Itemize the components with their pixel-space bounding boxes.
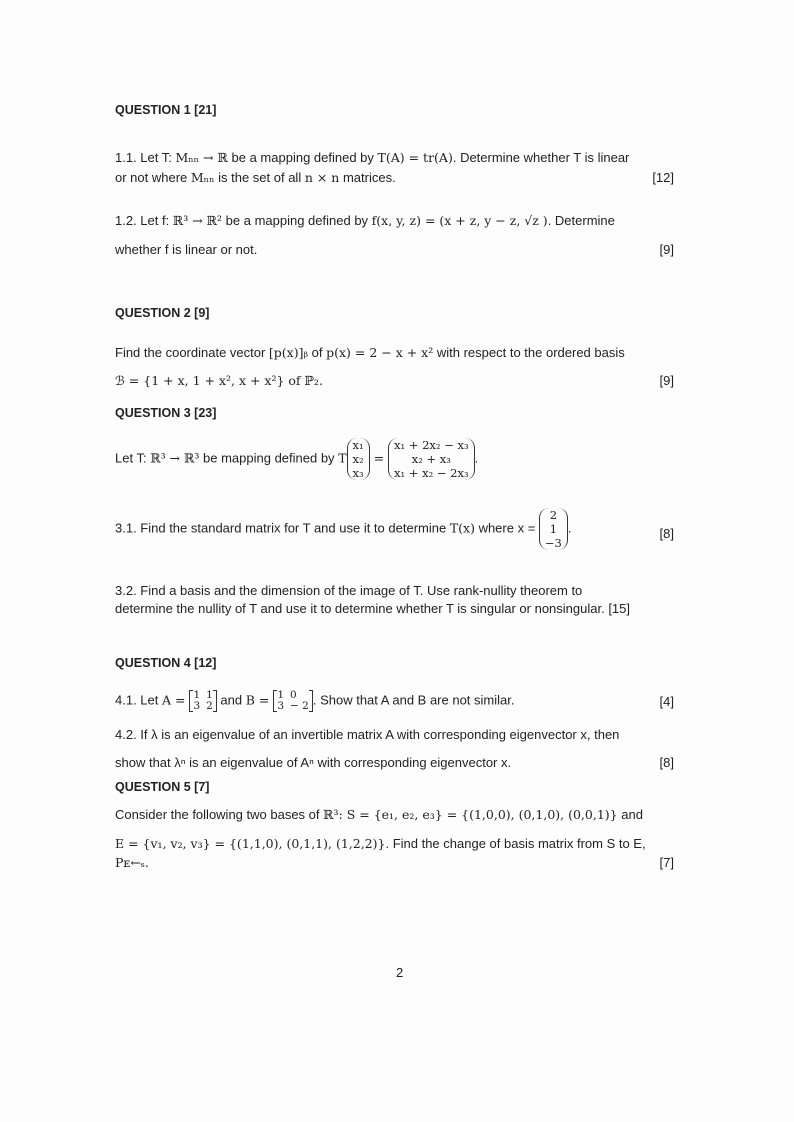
q1-1-line2: or not where Mₙₙ is the set of all n × n matrices.: [115, 170, 396, 185]
q1-2-line2: whether f is linear or not.: [115, 242, 258, 257]
q3-intro: Let T: ℝ³ → ℝ³ be mapping defined by T x₁ x₂ x₃ = x₁ + 2x₂ − x₃ x₂ + x₃ x₁ + x₂ − 2x₃ .: [115, 438, 479, 480]
q1-1-line1: 1.1. Let T: Mₙₙ → ℝ be a mapping defined by T(A) = tr(A). Determine whether T is linear: [115, 150, 630, 165]
q3-1-marks: [8]: [659, 526, 674, 541]
q5-line3: Pᴇ←ₛ.: [115, 855, 149, 870]
x-vector: 2 1 −3: [539, 508, 568, 550]
output-vector: x₁ + 2x₂ − x₃ x₂ + x₃ x₁ + x₂ − 2x₃: [388, 438, 475, 480]
q5-line1: Consider the following two bases of ℝ³: S = {e₁, e₂, e₃} = {(1,0,0), (0,1,0), (0,0,1)} and: [115, 807, 643, 822]
q1-1-marks: [12]: [652, 170, 674, 185]
q4-2-marks: [8]: [659, 755, 674, 770]
q3-2-line2: determine the nullity of T and use it to determine whether T is singular or nonsingular. [15]: [115, 601, 631, 616]
q1-2-line1: 1.2. Let f: ℝ³ → ℝ² be a mapping defined by f(x, y, z) = (x + z, y − z, √z ). Determine: [115, 213, 615, 228]
question-4-heading: QUESTION 4 [12]: [115, 656, 217, 670]
question-3-heading: QUESTION 3 [23]: [115, 406, 217, 420]
matrix-b: 1 0 3 − 2: [273, 690, 313, 712]
q4-1-line: 4.1. Let A = 1 1 3 2 and B = 1 0 3 − 2 . Show that A and B are not similar.: [115, 689, 515, 712]
q3-1-line: 3.1. Find the standard matrix for T and use it to determine T(x) where x = 2 1 −3 .: [115, 508, 572, 550]
q2-marks: [9]: [659, 373, 674, 388]
q4-1-marks: [4]: [659, 694, 674, 709]
q4-2-line1: 4.2. If λ is an eigenvalue of an invertible matrix A with corresponding eigenvector x, then: [115, 727, 620, 742]
question-2-heading: QUESTION 2 [9]: [115, 306, 210, 320]
matrix-a: 1 1 3 2: [189, 690, 216, 712]
q4-2-line2: show that λⁿ is an eigenvalue of Aⁿ with corresponding eigenvector x.: [115, 755, 512, 770]
question-1-heading: QUESTION 1 [21]: [115, 103, 217, 117]
q2-line1: Find the coordinate vector [p(x)]ᵦ of p(x) = 2 − x + x² with respect to the ordered basis: [115, 345, 625, 360]
question-5-heading: QUESTION 5 [7]: [115, 780, 210, 794]
q3-2-line1: 3.2. Find a basis and the dimension of the image of T. Use rank-nullity theorem to: [115, 583, 583, 598]
q1-2-marks: [9]: [659, 242, 674, 257]
page-number: 2: [396, 965, 404, 980]
q2-line2: ℬ = {1 + x, 1 + x², x + x²} of ℙ₂.: [115, 373, 323, 388]
q5-line2: E = {v₁, v₂, v₃} = {(1,1,0), (0,1,1), (1,2,2)}. Find the change of basis matrix from S to E,: [115, 836, 646, 851]
q5-marks: [7]: [659, 855, 674, 870]
input-vector: x₁ x₂ x₃: [347, 438, 370, 480]
